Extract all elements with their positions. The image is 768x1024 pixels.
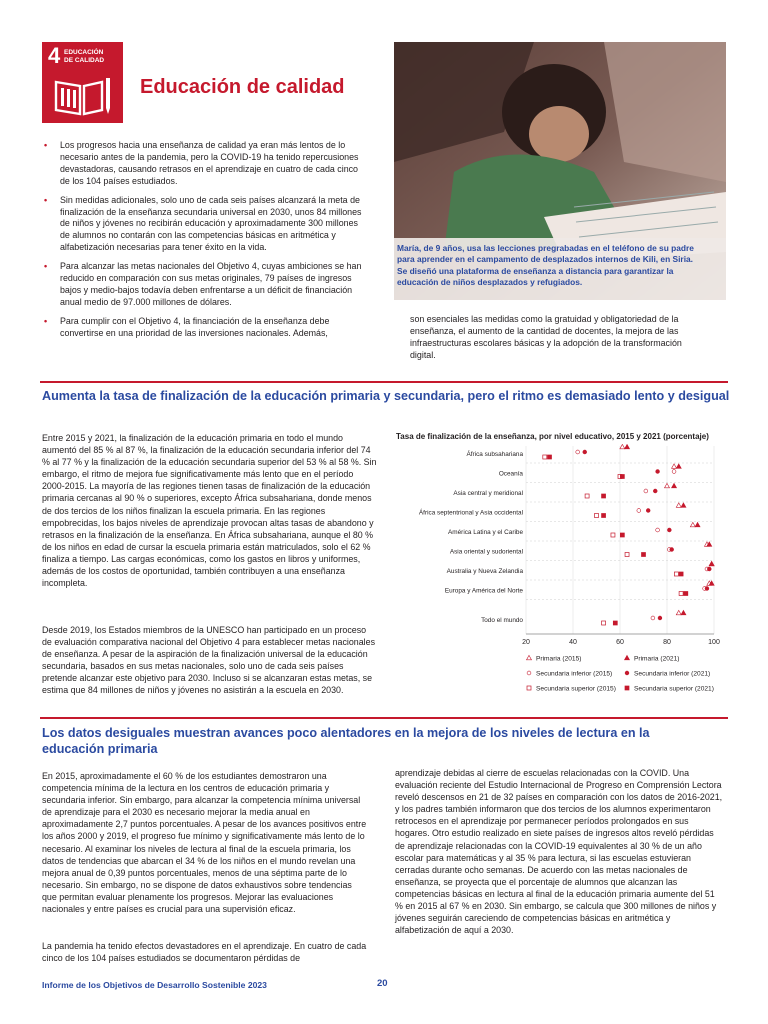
x-tick-label: 80 xyxy=(663,639,671,646)
section-paragraph: La pandemia ha tenido efectos devastadores en el aprendizaje. En cuatro de cada cinco de los 104 países estudiados se documentaron pérdidas de xyxy=(42,941,367,964)
chart-point xyxy=(674,572,678,576)
legend-label: Secundaria superior (2015) xyxy=(536,685,616,693)
chart-point xyxy=(690,522,695,526)
chart-point xyxy=(611,533,615,537)
legend-marker xyxy=(527,655,532,659)
chart-point xyxy=(625,444,630,448)
y-tick-label: Asia central y meridional xyxy=(453,490,523,497)
chart-point xyxy=(585,494,589,498)
chart-point xyxy=(651,616,655,620)
chart-point xyxy=(620,444,625,448)
page-number: 20 xyxy=(377,978,388,989)
chart-point xyxy=(625,553,629,557)
legend-label: Primaria (2021) xyxy=(634,655,680,663)
sdg-number: 4 xyxy=(48,43,61,68)
open-book-pencil-icon xyxy=(52,74,114,118)
bullet-text: Sin medidas adicionales, solo uno de cada seis países alcanzará la meta de finalización de la enseñanza secundaria universal en 2030, unos 84 millones de niños y jóvenes no recibirán educación y aproximadamente 300 millones de alumnos no contarán con las competencias básicas en aritmética y alfabetización necesarias para tener éxito en la vida. xyxy=(60,194,362,253)
chart-point xyxy=(656,470,660,474)
bullet-marker: • xyxy=(44,261,48,272)
key-points-list xyxy=(44,140,370,347)
chart-point xyxy=(681,610,686,614)
chart-point xyxy=(665,483,670,487)
chart-point xyxy=(620,475,624,479)
section-title: Los datos desiguales muestran avances poco alentadores en la mejora de los niveles de lectura en la educación primaria xyxy=(42,726,650,756)
completion-rate-chart xyxy=(394,444,734,694)
y-tick-label: Asia oriental y sudoriental xyxy=(449,548,523,556)
y-tick-label: Europa y América del Norte xyxy=(444,587,523,595)
list-item xyxy=(44,316,370,340)
chart-point xyxy=(583,450,587,454)
list-item xyxy=(44,140,370,188)
chart-point xyxy=(602,494,606,498)
list-item xyxy=(44,195,370,255)
chart-point xyxy=(709,561,714,565)
bullet-continuation: son esenciales las medidas como la gratuidad y obligatoriedad de la enseñanza, el aumento de la cantidad de docentes, la mejora de las infraestructuras escolares básicas y la adopción de la transformación digital. xyxy=(410,314,682,360)
legend-label: Primaria (2015) xyxy=(536,655,582,663)
chart-point xyxy=(595,514,599,518)
chart-point xyxy=(620,533,624,537)
chart-point xyxy=(602,621,606,625)
sdg-label-line1: EDUCACIÓN xyxy=(64,49,104,56)
chart-point xyxy=(672,483,677,487)
chart-point xyxy=(653,489,657,493)
chart-point xyxy=(642,553,646,557)
chart-point xyxy=(670,548,674,552)
section-paragraph: Desde 2019, los Estados miembros de la UNESCO han participado en un proceso de evaluación comparativa nacional del Objetivo 4 para establecer metas nacionales de enseñanza. A pesar de la aspiración de la finalización universal de la educación secundaria, basados en sus metas nacionales, solo uno de cada seis países pretende alcanzar este objetivo para 2030. Incluso si se alcanzaran estas metas, se estima que 84 millones de niños y jóvenes no asistirán a la escuela en 2030. xyxy=(42,625,376,696)
chart-point xyxy=(672,470,676,474)
chart-point xyxy=(679,572,683,576)
chart-point xyxy=(707,567,711,571)
chart-point xyxy=(684,592,688,596)
chart-point xyxy=(676,464,681,468)
legend-label: Secundaria superior (2021) xyxy=(634,685,714,693)
footer-report-title: Informe de los Objetivos de Desarrollo Sostenible 2023 xyxy=(42,980,267,990)
bullet-marker: • xyxy=(44,140,48,150)
sdg-label xyxy=(64,49,120,64)
bullet-text: Para cumplir con el Objetivo 4, la financiación de la enseñanza debe convertirse en una prioridad de las inversiones nacionales. Además, xyxy=(60,315,330,338)
x-tick-label: 20 xyxy=(522,639,530,646)
y-tick-label: África septentrional y Asia occidental xyxy=(418,509,523,517)
bullet-text: Los progresos hacia una enseñanza de calidad ya eran más lentos de lo necesario antes de la pandemia, pero la COVID-19 ha tenido repercusiones devastadoras, causando retrasos en el aprendizaje en cuatro de cada cinco de los 104 países estudiados. xyxy=(60,140,359,186)
x-tick-label: 100 xyxy=(708,639,720,646)
chart-point xyxy=(576,450,580,454)
chart-point xyxy=(676,503,681,507)
chart-point xyxy=(656,528,660,532)
legend-marker xyxy=(527,686,531,690)
chart-point xyxy=(658,616,662,620)
section-title: Aumenta la tasa de finalización de la educación primaria y secundaria, pero el ritmo es demasiado lento y desigual xyxy=(42,389,730,403)
chart-title: Tasa de finalización de la enseñanza, por nivel educativo, 2015 y 2021 (porcentaje) xyxy=(396,432,709,441)
chart-point xyxy=(681,503,686,507)
list-item xyxy=(44,261,370,309)
chart-point xyxy=(637,509,641,513)
section-divider xyxy=(40,381,728,383)
legend-label: Secundaria inferior (2015) xyxy=(536,670,613,678)
chart-point xyxy=(646,509,650,513)
chart-point xyxy=(644,489,648,493)
chart-point xyxy=(705,587,709,591)
section-divider xyxy=(40,717,728,719)
legend-label: Secundaria inferior (2021) xyxy=(634,670,711,678)
bullet-marker: • xyxy=(44,315,48,326)
section-paragraph: En 2015, aproximadamente el 60 % de los estudiantes demostraron una competencia mínima de la lectura en los centros de educación primaria y secundaria inferior. Sin embargo, para alcanzar la competencia mínima universal de aprendizaje para el 2030 es necesario mejorar la media anual en aproximadamente 2,7 puntos porcentuales. A pesar de los avances positivos entre los años 2000 y 2019, el progreso fue mínimo y significativamente más lento de lo necesario. Al examinar los niveles de lectura al final de la escuela primaria, los datos de tendencias que abarcan el 34 % de los niños en el mundo revelan una mejora anual de 0,39 puntos porcentuales, menos de una séptima parte de lo necesario. Sin embargo, no se dispone de datos exhaustivos sobre tendencias que permitan evaluar plenamente los progresos. Mejorar las evaluaciones nacionales y entre países es crucial para una supervisión eficaz. xyxy=(42,771,367,915)
section-paragraph: Entre 2015 y 2021, la finalización de la educación primaria en todo el mundo aumentó del 85 % al 87 %, la finalización de la educación secundaria inferior del 74 % al 77 % y la finalización de la educación secundaria superior del 53 % al 58 %. Sin embargo, el ritmo de mejora fue significativamente más lento que en el período 2000-2015. La mayoría de las regiones tienen tasas de finalización de la educación primaria cercanas al 90 % o superiores, excepto África subsahariana, donde menos de dos tercios de los niños finalizan la escuela primaria. En las regiones empobrecidas, los bajos niveles de aprendizaje provocan altas tasas de abandono y retrasos en la finalización de la enseñanza. En África subsahariana, aunque el 80 % de los niños en edad de cursar la escuela primaria están matriculados, solo el 62 % finaliza a tiempo. Las cargas económicas, como los gastos en libros y uniformes, además de los costos de oportunidad, también contribuyen a una enseñanza incompleta. xyxy=(42,433,377,589)
page-title: Educación de calidad xyxy=(140,76,345,98)
legend-marker xyxy=(625,671,629,675)
chart-point xyxy=(679,592,683,596)
chart-point xyxy=(548,455,552,459)
y-tick-label: Australia y Nueva Zelandia xyxy=(446,568,523,575)
y-tick-label: Oceanía xyxy=(498,470,523,478)
chart-point xyxy=(543,455,547,459)
chart-point xyxy=(672,464,677,468)
legend-marker xyxy=(625,655,630,659)
y-tick-label: América Latina y el Caribe xyxy=(448,529,523,536)
x-tick-label: 40 xyxy=(569,639,577,646)
chart-point xyxy=(602,514,606,518)
chart-point xyxy=(676,610,681,614)
y-tick-label: África subsahariana xyxy=(466,451,523,458)
bullet-text: Para alcanzar las metas nacionales del Objetivo 4, cuyas ambiciones se han reducido en comparación con sus metas originales, 79 países de ingresos bajos y medio-bajos todavía deben enfrentarse a un déficit de financiación anual medio de 97.000 millones de dólares. xyxy=(60,261,362,307)
y-tick-label: Todo el mundo xyxy=(481,617,523,624)
bullet-marker: • xyxy=(44,194,48,205)
sdg-label-line2: DE CALIDAD xyxy=(64,56,105,64)
legend-marker xyxy=(527,671,531,675)
chart-point xyxy=(695,522,700,526)
sdg-4-badge xyxy=(42,42,123,123)
x-tick-label: 60 xyxy=(616,639,624,646)
section-paragraph: aprendizaje debidas al cierre de escuelas relacionadas con la COVID. Una evaluación reciente del Estudio Internacional de Progreso en Comprensión Lectora reveló descensos en 21 de 32 países en comparación con los datos de 2016-2021, y los padres también informaron que dos tercios de los alumnos experimentaron retrocesos en el aprendizaje por permanecer períodos prolongados en sus hogares. Otro estudio realizado en siete países de ingresos altos reveló pérdidas de aprendizaje relacionadas con la COVID-19 equivalentes al 30 % de un año escolar para matemáticas y al 35 % para lectura, si las escuelas estuvieran cerradas durante ocho semanas. De acuerdo con las metas nacionales de enseñanza, se proyecta que el porcentaje de alumnos que alcanzan las competencias básicas en lectura al final de la educación primaria aumente del 51 % en 2015 al 67 % en 2030. Sin embargo, se calcula que 300 millones de niños y jóvenes seguirán careciendo de competencias básicas en aritmética y alfabetización de aquí a 2030. xyxy=(395,768,723,936)
photo-caption: María, de 9 años, usa las lecciones pregrabadas en el teléfono de su padre para aprender en el campamento de desplazados internos de Kili, en Siria. Se diseñó una plataforma de enseñanza a distancia para garantizar la educación de niños desplazados y refugiados. xyxy=(397,243,694,287)
chart-point xyxy=(667,528,671,532)
chart-point xyxy=(613,621,617,625)
legend-marker xyxy=(625,686,629,690)
